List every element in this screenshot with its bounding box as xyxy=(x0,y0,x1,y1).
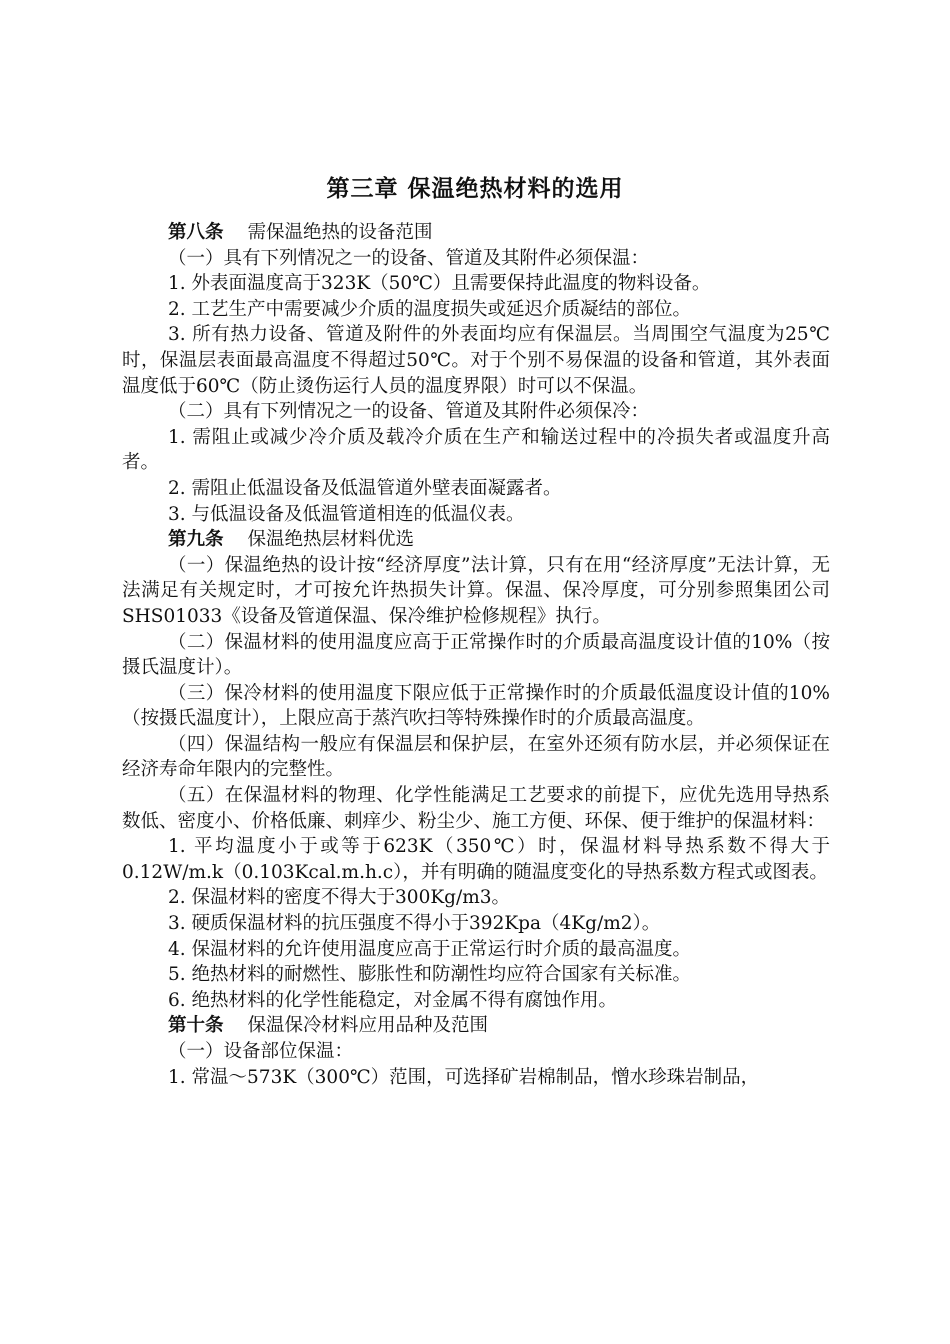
paragraph: 1. 常温～573K（300℃）范围，可选择矿岩棉制品，憎水珍珠岩制品， xyxy=(168,1066,760,1088)
paragraph: （二）具有下列情况之一的设备、管道及其附件必须保冷： xyxy=(168,401,650,423)
paragraph: （一）设备部位保温： xyxy=(168,1041,354,1062)
article-title: 需保温绝热的设备范围 xyxy=(247,222,433,243)
paragraph: 5. 绝热材料的耐燃性、膨胀性和防潮性均应符合国家有关标准。 xyxy=(168,964,692,986)
chapter-title: 第三章 保温绝热材料的选用 xyxy=(326,176,624,202)
paragraph: 1. 需阻止或减少冷介质及载冷介质在生产和输送过程中的冷损失者或温度升高者。 xyxy=(122,426,830,474)
document-body xyxy=(122,220,830,1090)
article-number: 第八条 xyxy=(168,222,224,243)
paragraph: （一）保温绝热的设计按“经济厚度”法计算，只有在用“经济厚度”无法计算，无法满足有关规定时，才可按允许热损失计算。保温、保冷厚度，可分别参照集团公司SHS01033《设备及管道保温、保冷维护检修规程》执行。 xyxy=(122,554,830,627)
paragraph: （二）保温材料的使用温度应高于正常操作时的介质最高温度设计值的10%（按摄氏温度计）。 xyxy=(122,631,830,679)
paragraph: （三）保冷材料的使用温度下限应低于正常操作时的介质最低温度设计值的10%（按摄氏温度计），上限应高于蒸汽吹扫等特殊操作时的介质最高温度。 xyxy=(122,682,830,730)
paragraph: （五）在保温材料的物理、化学性能满足工艺要求的前提下，应优先选用导热系数低、密度小、价格低廉、刺痒少、粉尘少、施工方便、环保、便于维护的保温材料： xyxy=(122,785,830,832)
paragraph: （四）保温结构一般应有保温层和保护层，在室外还须有防水层，并必须保证在经济寿命年限内的完整性。 xyxy=(122,733,830,781)
article-title: 保温保冷材料应用品种及范围 xyxy=(247,1015,489,1037)
article-number: 第九条 xyxy=(168,529,224,551)
paragraph: 3. 与低温设备及低温管道相连的低温仪表。 xyxy=(168,503,525,525)
article-heading-9 xyxy=(122,527,830,553)
paragraph: 3. 硬质保温材料的抗压强度不得小于392Kpa（4Kg/m2）。 xyxy=(168,913,661,935)
paragraph: 1. 平均温度小于或等于623K（350℃）时，保温材料导热系数不得大于0.12W/m.k（0.103Kcal.m.h.c），并有明确的随温度变化的导热系数方程式或图表。 xyxy=(122,836,830,883)
paragraph: 2. 需阻止低温设备及低温管道外壁表面凝露者。 xyxy=(168,477,562,499)
paragraph: （一）具有下列情况之一的设备、管道及其附件必须保温： xyxy=(168,247,650,269)
article-heading-10 xyxy=(122,1013,830,1039)
paragraph: 2. 工艺生产中需要减少介质的温度损失或延迟介质凝结的部位。 xyxy=(168,298,692,320)
paragraph: 6. 绝热材料的化学性能稳定，对金属不得有腐蚀作用。 xyxy=(168,989,618,1011)
article-title: 保温绝热层材料优选 xyxy=(247,529,415,551)
paragraph: 4. 保温材料的允许使用温度应高于正常运行时介质的最高温度。 xyxy=(168,938,692,960)
paragraph: 2. 保温材料的密度不得大于300Kg/m3。 xyxy=(168,887,511,909)
paragraph: 1. 外表面温度高于323K（50℃）且需要保持此温度的物料设备。 xyxy=(168,273,711,295)
paragraph: 3. 所有热力设备、管道及附件的外表面均应有保温层。当周围空气温度为25℃时，保温层表面最高温度不得超过50℃。对于个别不易保温的设备和管道，其外表面温度低于60℃（防止烫伤运行人员的温度界限）时可以不保温。 xyxy=(122,324,830,397)
article-heading-8 xyxy=(122,220,830,246)
article-number: 第十条 xyxy=(168,1015,224,1037)
